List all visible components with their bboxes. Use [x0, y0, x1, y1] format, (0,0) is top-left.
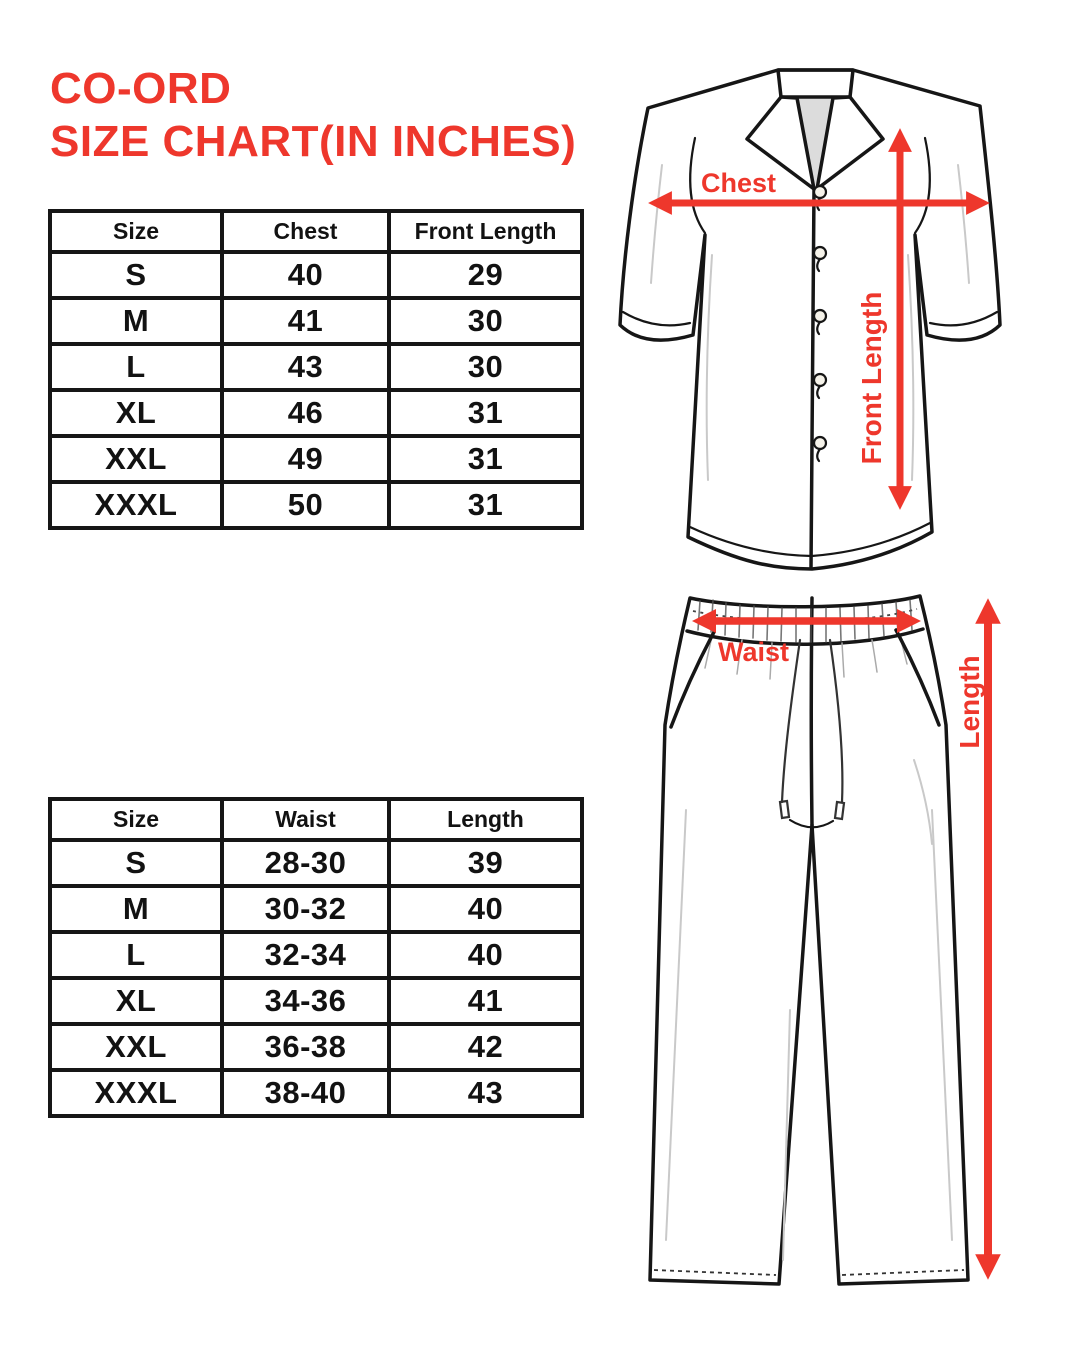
table-row: [50, 436, 582, 482]
table-row: [50, 390, 582, 436]
table-cell: M: [50, 298, 222, 344]
table-cell: 28-30: [222, 840, 389, 886]
front-length-measure-label: Front Length: [856, 291, 887, 465]
header-size: Size: [50, 211, 222, 252]
table-cell: 31: [389, 390, 582, 436]
table-cell: 38-40: [222, 1070, 389, 1116]
table-cell: 41: [389, 978, 582, 1024]
table-cell: XL: [50, 390, 222, 436]
pants-diagram: [630, 580, 1030, 1310]
table-cell: S: [50, 252, 222, 298]
header-length: Length: [389, 799, 582, 840]
table-cell: XL: [50, 978, 222, 1024]
table-cell: 40: [389, 932, 582, 978]
table-cell: XXL: [50, 436, 222, 482]
table-cell: 43: [389, 1070, 582, 1116]
table-header-row: [50, 799, 582, 840]
table-cell: 42: [389, 1024, 582, 1070]
table-cell: XXXL: [50, 482, 222, 528]
table-cell: L: [50, 344, 222, 390]
table-cell: 30: [389, 298, 582, 344]
table-row: [50, 298, 582, 344]
header-waist: Waist: [222, 799, 389, 840]
table-header-row: [50, 211, 582, 252]
shirt-diagram: [600, 40, 1020, 585]
pants-size-table: [48, 797, 584, 1118]
table-cell: 39: [389, 840, 582, 886]
table-row: [50, 1024, 582, 1070]
table-cell: 50: [222, 482, 389, 528]
table-row: [50, 932, 582, 978]
table-row: [50, 840, 582, 886]
table-row: [50, 482, 582, 528]
table-cell: 36-38: [222, 1024, 389, 1070]
table-cell: 41: [222, 298, 389, 344]
pants-outline: [650, 596, 968, 1284]
page-title: [50, 62, 576, 168]
table-cell: M: [50, 886, 222, 932]
header-size: Size: [50, 799, 222, 840]
table-cell: 34-36: [222, 978, 389, 1024]
waist-measure-label: Waist: [718, 637, 790, 667]
shirt-size-table: [48, 209, 584, 530]
table-row: [50, 886, 582, 932]
length-measure-label: Length: [954, 655, 985, 749]
table-cell: S: [50, 840, 222, 886]
table-cell: 43: [222, 344, 389, 390]
table-cell: 32-34: [222, 932, 389, 978]
chest-measure-label: Chest: [701, 168, 777, 198]
header-chest: Chest: [222, 211, 389, 252]
page-title-line1: CO-ORD: [50, 64, 232, 113]
table-cell: 30: [389, 344, 582, 390]
table-row: [50, 252, 582, 298]
header-front-length: Front Length: [389, 211, 582, 252]
page-title-line2: SIZE CHART(IN INCHES): [50, 117, 577, 166]
table-cell: L: [50, 932, 222, 978]
table-row: [50, 978, 582, 1024]
table-cell: 30-32: [222, 886, 389, 932]
table-row: [50, 1070, 582, 1116]
table-cell: 29: [389, 252, 582, 298]
shirt-illustration-icon: [600, 40, 1020, 585]
table-cell: 31: [389, 482, 582, 528]
table-cell: 31: [389, 436, 582, 482]
table-cell: XXL: [50, 1024, 222, 1070]
table-cell: 40: [222, 252, 389, 298]
table-cell: 49: [222, 436, 389, 482]
table-row: [50, 344, 582, 390]
table-cell: 46: [222, 390, 389, 436]
table-cell: XXXL: [50, 1070, 222, 1116]
table-cell: 40: [389, 886, 582, 932]
